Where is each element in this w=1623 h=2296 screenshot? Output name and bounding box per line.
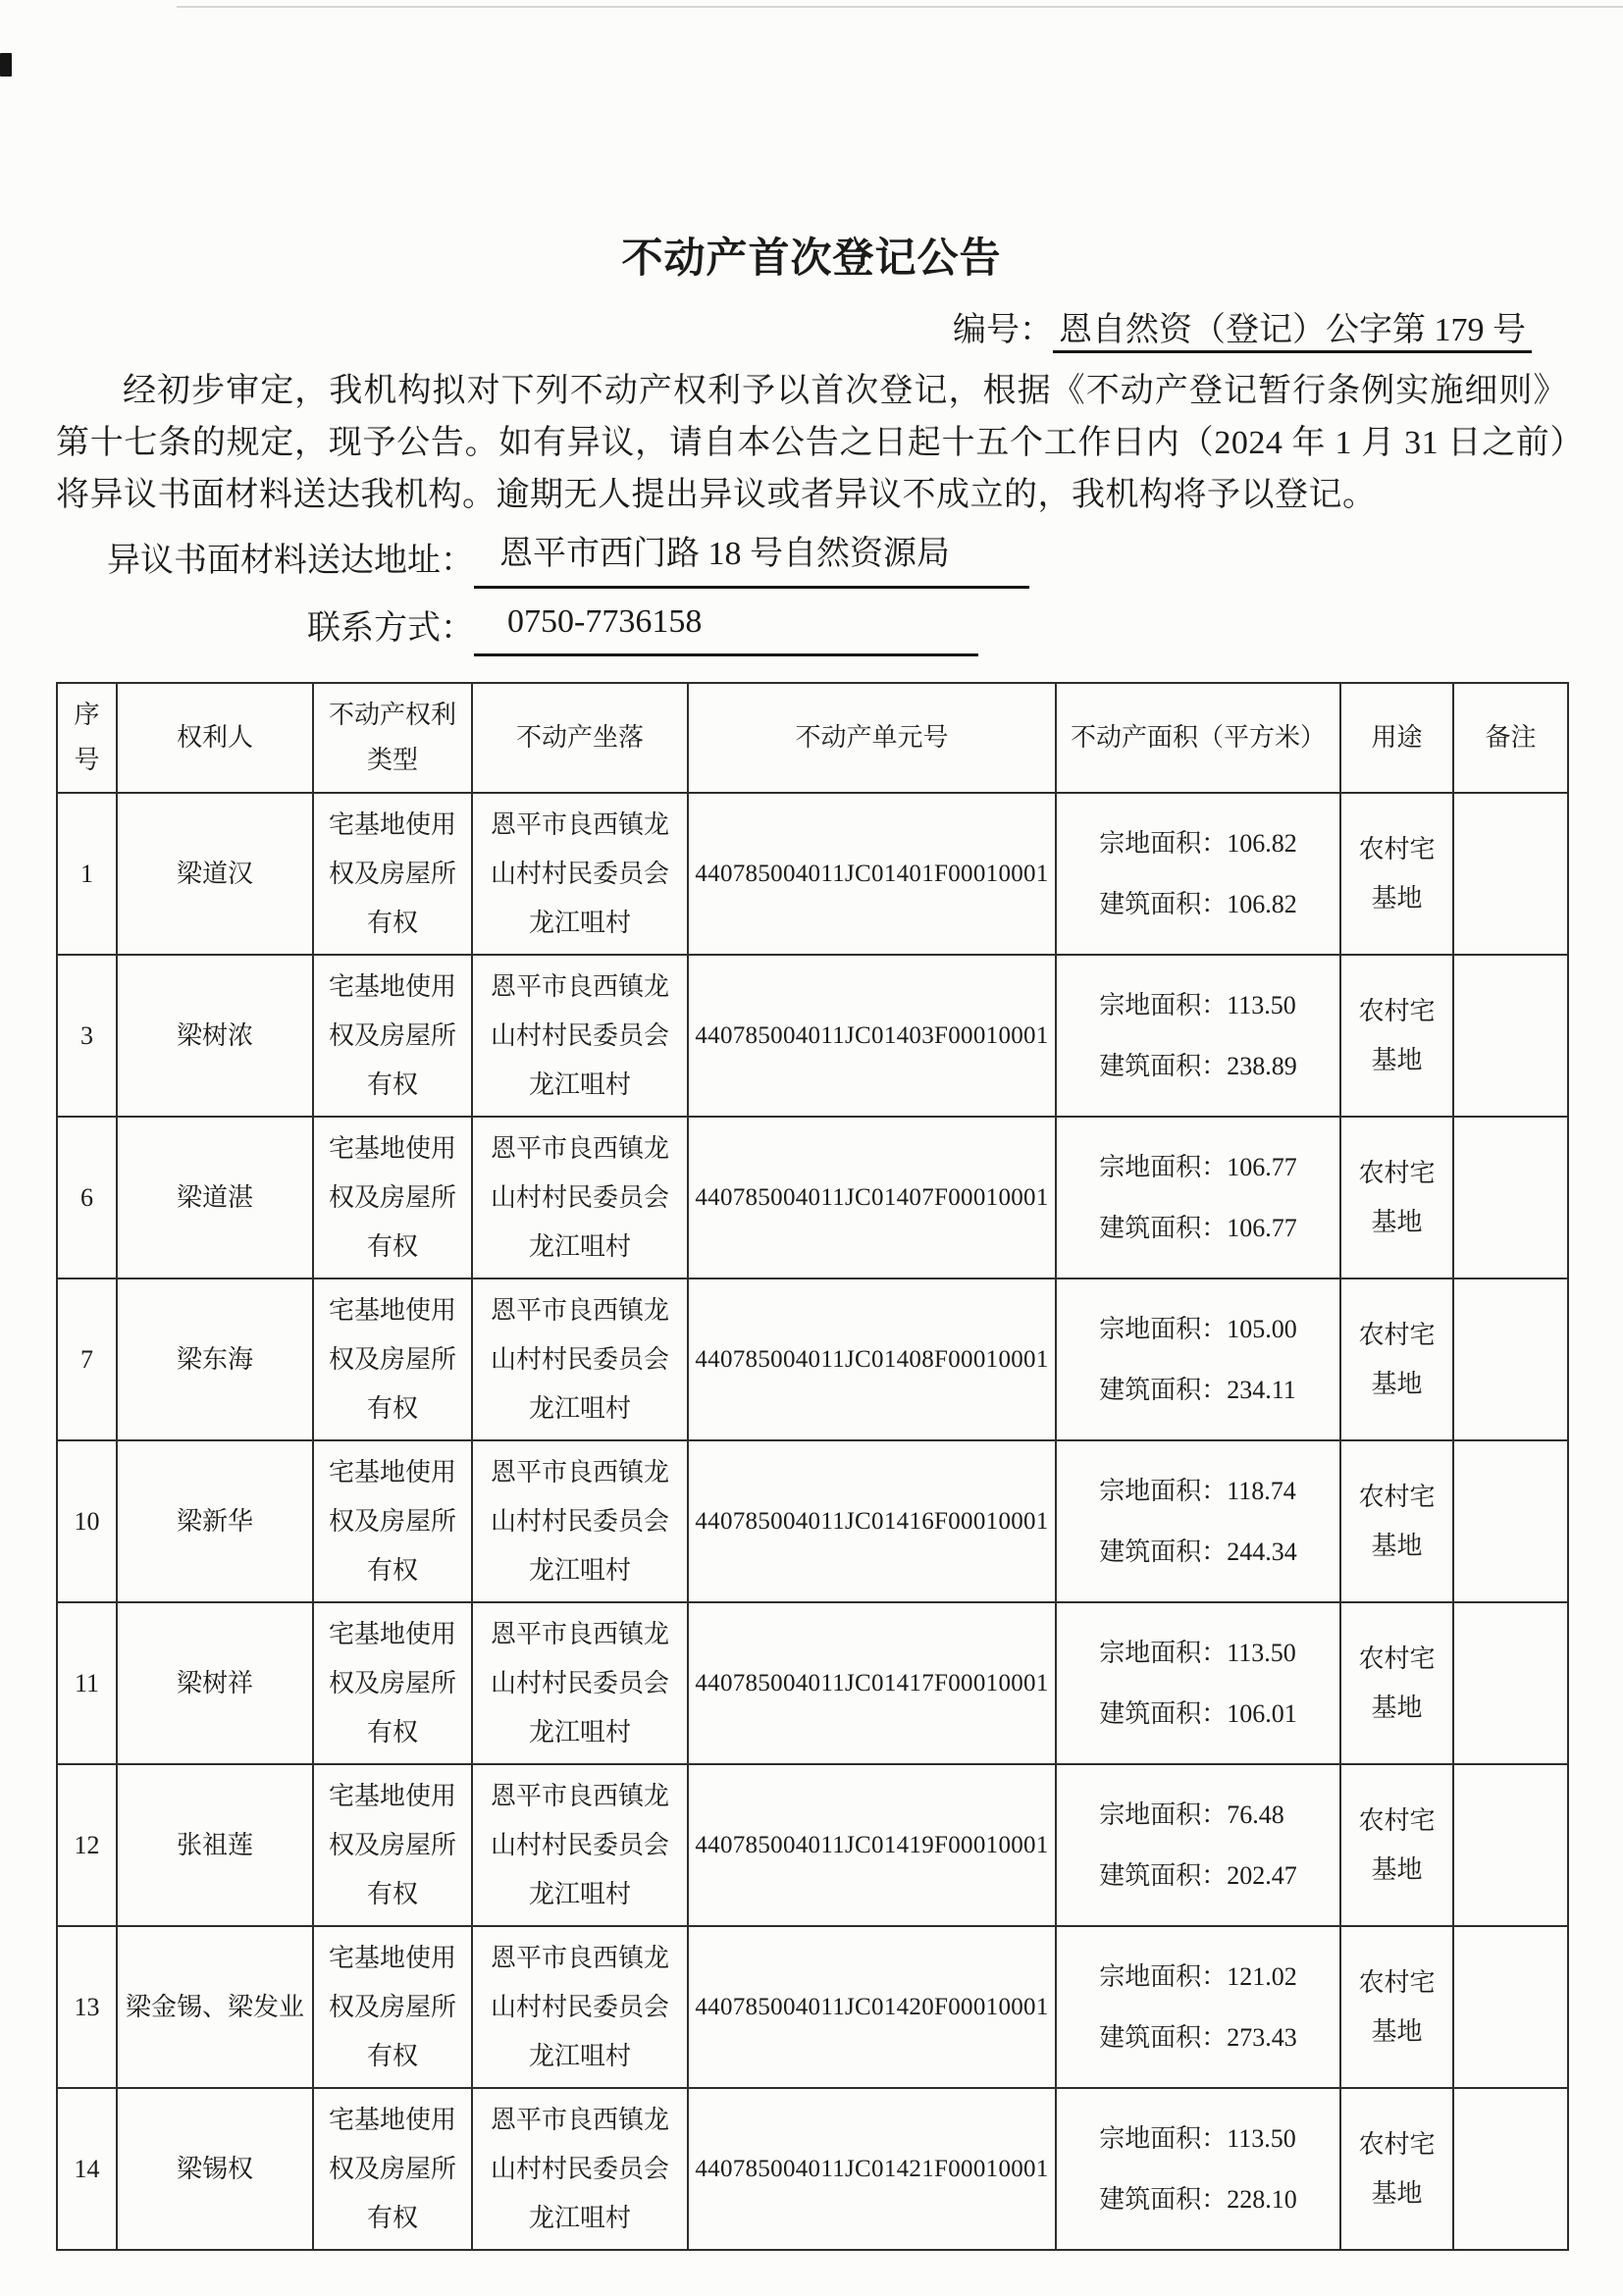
building-area: 建筑面积：202.47 <box>1099 1860 1297 1890</box>
parcel-area: 宗地面积：113.50 <box>1099 1638 1296 1667</box>
address-label: 异议书面材料送达地址： <box>107 543 474 579</box>
cell-right-type: 宅基地使用权及房屋所有权 <box>313 1764 472 1926</box>
table-row <box>57 2088 1568 2250</box>
cell-location: 恩平市良西镇龙山村村民委员会龙江咀村 <box>472 2088 688 2250</box>
table-row <box>57 1602 1568 1764</box>
cell-serial: 10 <box>57 1440 117 1602</box>
table-header-row <box>57 683 1568 793</box>
building-area: 建筑面积：106.01 <box>1099 1698 1297 1728</box>
cell-owner: 梁金锡、梁发业 <box>117 1926 313 2088</box>
document-content <box>56 0 1567 2251</box>
cell-unit-number: 440785004011JC01417F00010001 <box>688 1602 1056 1764</box>
cell-area <box>1056 793 1340 955</box>
cell-serial: 13 <box>57 1926 117 2088</box>
cell-serial: 7 <box>57 1278 117 1440</box>
scan-artifact-left-mark <box>0 53 12 77</box>
cell-area <box>1056 1440 1340 1602</box>
cell-right-type: 宅基地使用权及房屋所有权 <box>313 1602 472 1764</box>
cell-owner: 梁树祥 <box>117 1602 313 1764</box>
header-unit-number: 不动产单元号 <box>688 683 1056 793</box>
cell-area <box>1056 2088 1340 2250</box>
address-line <box>56 527 1567 589</box>
building-area: 建筑面积：244.34 <box>1099 1537 1297 1566</box>
cell-usage: 农村宅基地 <box>1340 1440 1453 1602</box>
cell-remark <box>1453 1764 1568 1926</box>
building-area: 建筑面积：106.77 <box>1099 1213 1297 1242</box>
cell-remark <box>1453 1117 1568 1278</box>
cell-unit-number: 440785004011JC01403F00010001 <box>688 955 1056 1117</box>
cell-usage: 农村宅基地 <box>1340 1602 1453 1764</box>
cell-location: 恩平市良西镇龙山村村民委员会龙江咀村 <box>472 1602 688 1764</box>
table-row <box>57 1117 1568 1278</box>
cell-area <box>1056 1764 1340 1926</box>
table-row <box>57 1764 1568 1926</box>
cell-usage: 农村宅基地 <box>1340 1117 1453 1278</box>
cell-unit-number: 440785004011JC01408F00010001 <box>688 1278 1056 1440</box>
cell-usage: 农村宅基地 <box>1340 793 1453 955</box>
cell-owner: 梁道湛 <box>117 1117 313 1278</box>
contact-value: 0750-7736158 <box>474 595 978 656</box>
cell-unit-number: 440785004011JC01421F00010001 <box>688 2088 1056 2250</box>
building-area: 建筑面积：273.43 <box>1099 2022 1297 2052</box>
page-title: 不动产首次登记公告 <box>621 236 1002 282</box>
parcel-area: 宗地面积：105.00 <box>1099 1314 1297 1343</box>
cell-remark <box>1453 1926 1568 2088</box>
cell-unit-number: 440785004011JC01420F00010001 <box>688 1926 1056 2088</box>
header-usage: 用途 <box>1340 683 1453 793</box>
cell-right-type: 宅基地使用权及房屋所有权 <box>313 1278 472 1440</box>
table-row <box>57 955 1568 1117</box>
parcel-area: 宗地面积：106.82 <box>1099 828 1297 858</box>
building-area: 建筑面积：106.82 <box>1099 889 1297 918</box>
header-location: 不动产坐落 <box>472 683 688 793</box>
table-row <box>57 1278 1568 1440</box>
contact-label: 联系方式： <box>307 610 474 647</box>
parcel-area: 宗地面积：76.48 <box>1099 1800 1284 1829</box>
doc-number-line <box>56 308 1567 353</box>
cell-remark <box>1453 2088 1568 2250</box>
cell-serial: 3 <box>57 955 117 1117</box>
registration-table <box>56 682 1569 2251</box>
cell-right-type: 宅基地使用权及房屋所有权 <box>313 1440 472 1602</box>
building-area: 建筑面积：238.89 <box>1099 1051 1297 1080</box>
cell-location: 恩平市良西镇龙山村村民委员会龙江咀村 <box>472 1440 688 1602</box>
header-area: 不动产面积（平方米） <box>1056 683 1340 793</box>
header-remark: 备注 <box>1453 683 1568 793</box>
cell-right-type: 宅基地使用权及房屋所有权 <box>313 1117 472 1278</box>
cell-owner: 梁树浓 <box>117 955 313 1117</box>
cell-right-type: 宅基地使用权及房屋所有权 <box>313 2088 472 2250</box>
table-row <box>57 1926 1568 2088</box>
cell-remark <box>1453 1440 1568 1602</box>
cell-unit-number: 440785004011JC01416F00010001 <box>688 1440 1056 1602</box>
cell-usage: 农村宅基地 <box>1340 1764 1453 1926</box>
cell-serial: 12 <box>57 1764 117 1926</box>
header-owner: 权利人 <box>117 683 313 793</box>
cell-owner: 张祖莲 <box>117 1764 313 1926</box>
cell-serial: 1 <box>57 793 117 955</box>
parcel-area: 宗地面积：121.02 <box>1099 1961 1297 1991</box>
cell-remark <box>1453 1278 1568 1440</box>
cell-unit-number: 440785004011JC01401F00010001 <box>688 793 1056 955</box>
header-right-type: 不动产权利类型 <box>313 683 472 793</box>
cell-area <box>1056 1278 1340 1440</box>
cell-owner: 梁东海 <box>117 1278 313 1440</box>
building-area: 建筑面积：234.11 <box>1099 1375 1296 1404</box>
building-area: 建筑面积：228.10 <box>1099 2184 1297 2214</box>
cell-location: 恩平市良西镇龙山村村民委员会龙江咀村 <box>472 1764 688 1926</box>
cell-usage: 农村宅基地 <box>1340 955 1453 1117</box>
cell-unit-number: 440785004011JC01407F00010001 <box>688 1117 1056 1278</box>
contact-line <box>56 595 1567 656</box>
parcel-area: 宗地面积：118.74 <box>1099 1476 1296 1505</box>
cell-location: 恩平市良西镇龙山村村民委员会龙江咀村 <box>472 955 688 1117</box>
cell-owner: 梁新华 <box>117 1440 313 1602</box>
cell-area <box>1056 1602 1340 1764</box>
cell-right-type: 宅基地使用权及房屋所有权 <box>313 1926 472 2088</box>
cell-location: 恩平市良西镇龙山村村民委员会龙江咀村 <box>472 1926 688 2088</box>
cell-serial: 11 <box>57 1602 117 1764</box>
cell-usage: 农村宅基地 <box>1340 2088 1453 2250</box>
cell-location: 恩平市良西镇龙山村村民委员会龙江咀村 <box>472 1278 688 1440</box>
parcel-area: 宗地面积：113.50 <box>1099 990 1296 1019</box>
cell-area <box>1056 1926 1340 2088</box>
cell-owner: 梁道汉 <box>117 793 313 955</box>
parcel-area: 宗地面积：106.77 <box>1099 1152 1297 1181</box>
doc-number-label: 编号： <box>953 312 1053 348</box>
parcel-area: 宗地面积：113.50 <box>1099 2123 1296 2153</box>
cell-remark <box>1453 793 1568 955</box>
cell-serial: 6 <box>57 1117 117 1278</box>
header-serial: 序号 <box>57 683 117 793</box>
cell-right-type: 宅基地使用权及房屋所有权 <box>313 793 472 955</box>
cell-serial: 14 <box>57 2088 117 2250</box>
cell-remark <box>1453 955 1568 1117</box>
cell-usage: 农村宅基地 <box>1340 1926 1453 2088</box>
doc-number-value: 恩自然资（登记）公字第 179 号 <box>1053 312 1532 353</box>
table-row <box>57 1440 1568 1602</box>
cell-area <box>1056 955 1340 1117</box>
cell-right-type: 宅基地使用权及房屋所有权 <box>313 955 472 1117</box>
cell-location: 恩平市良西镇龙山村村民委员会龙江咀村 <box>472 1117 688 1278</box>
address-value: 恩平市西门路 18 号自然资源局 <box>474 527 1029 589</box>
cell-remark <box>1453 1602 1568 1764</box>
cell-area <box>1056 1117 1340 1278</box>
body-paragraph: 经初步审定，我机构拟对下列不动产权利予以首次登记，根据《不动产登记暂行条例实施细则》第十七条的规定，现予公告。如有异议，请自本公告之日起十五个工作日内（2024 年 1 月 31 日之前）将异议书面材料送达我机构。逾期无人提出异议或者异议不成立的，我机构将予以登记。 <box>56 373 1567 513</box>
cell-owner: 梁锡权 <box>117 2088 313 2250</box>
cell-usage: 农村宅基地 <box>1340 1278 1453 1440</box>
table-row <box>57 793 1568 955</box>
cell-unit-number: 440785004011JC01419F00010001 <box>688 1764 1056 1926</box>
cell-location: 恩平市良西镇龙山村村民委员会龙江咀村 <box>472 793 688 955</box>
